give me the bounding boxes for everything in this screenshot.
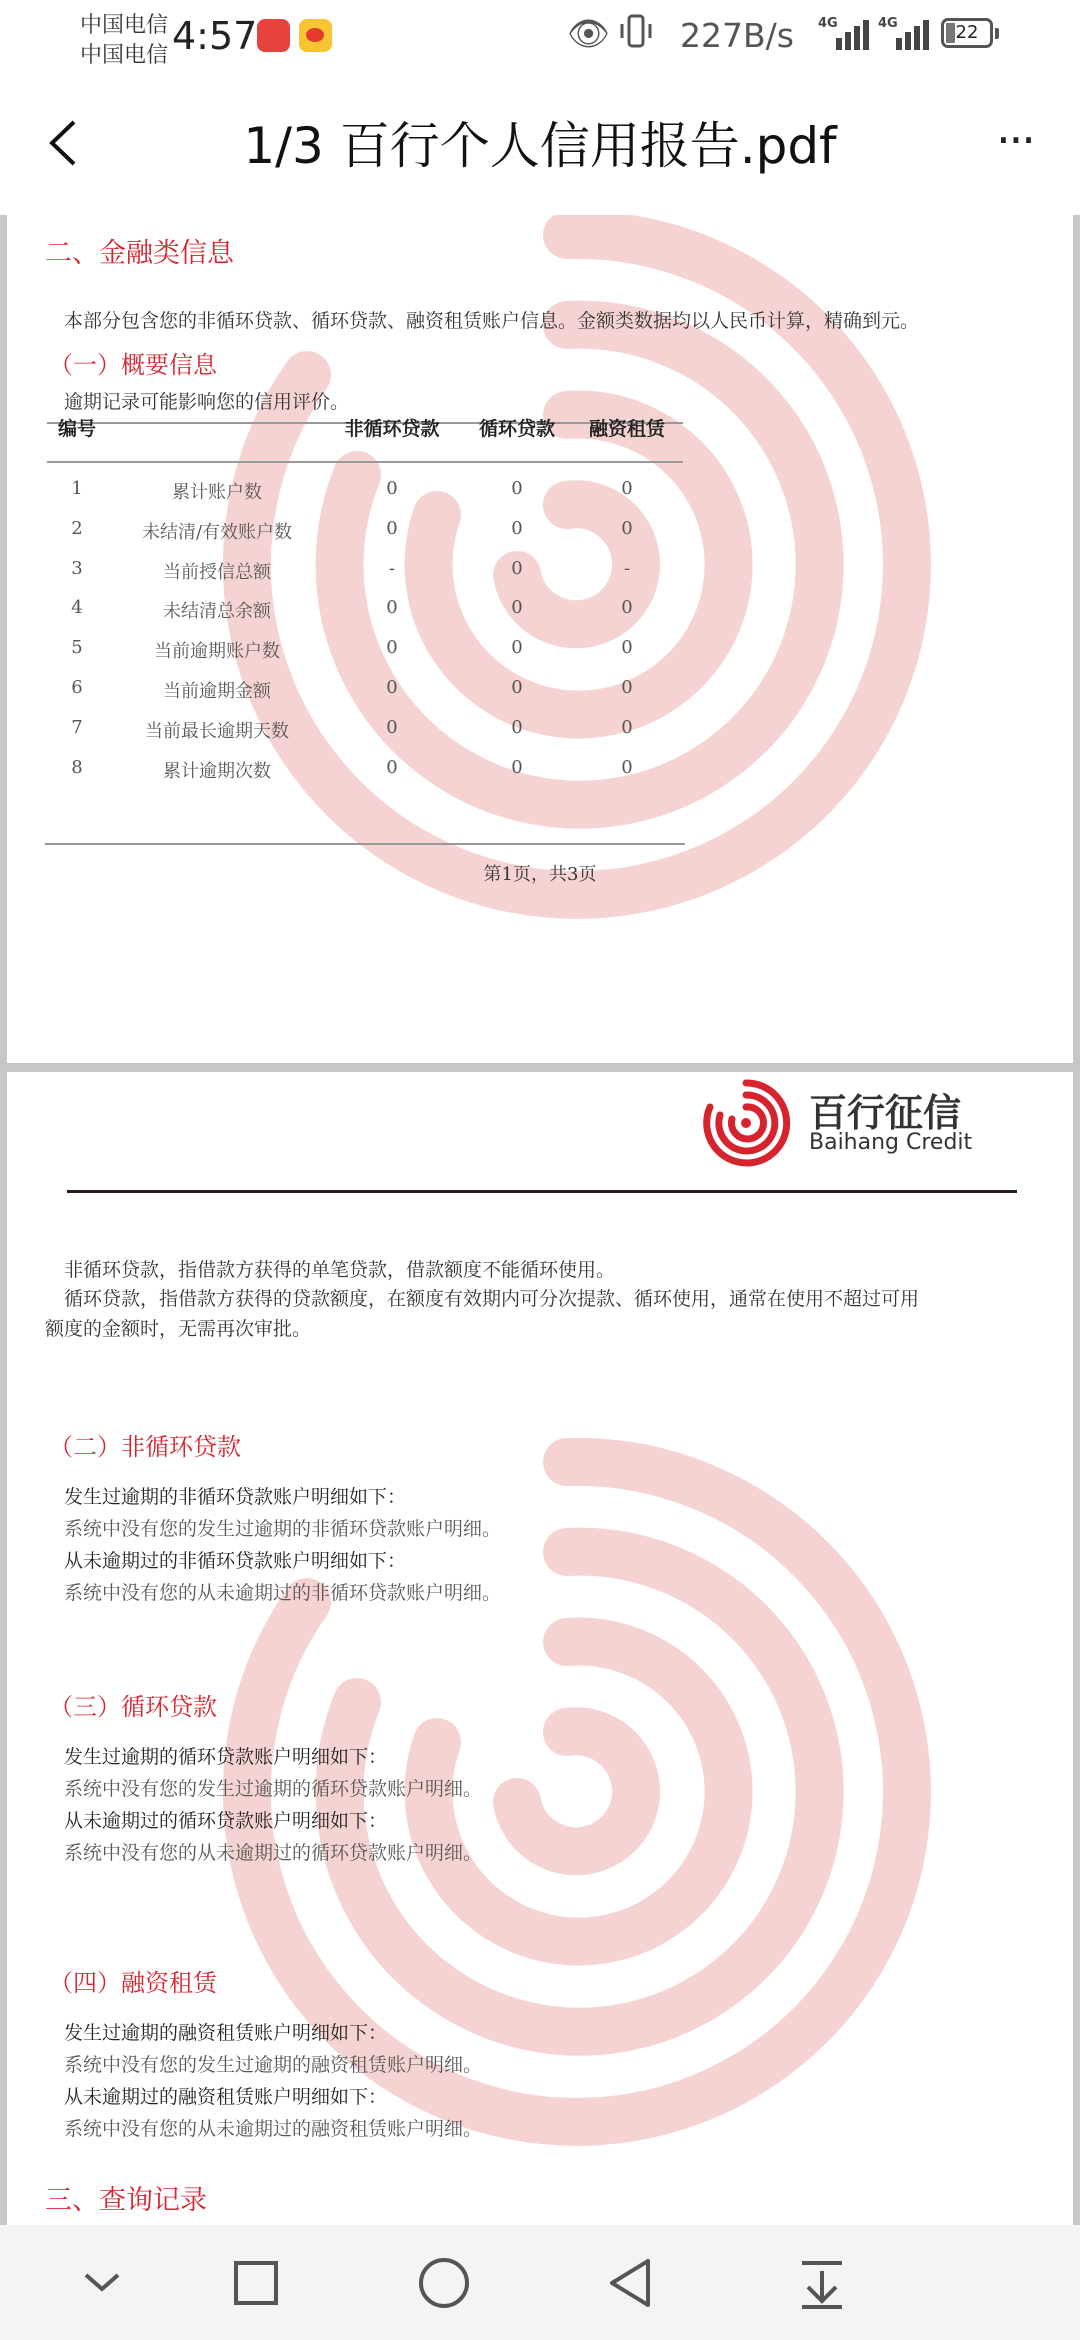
nav-notification-button[interactable] — [790, 2251, 854, 2315]
battery-level: 22 — [955, 22, 979, 43]
row-nonrevolving: 0 — [386, 756, 398, 778]
row-id: 5 — [71, 637, 83, 659]
row-leasing: 0 — [621, 637, 633, 659]
definition-revolving-line2: 额度的金额时，无需再次审批。 — [45, 1318, 312, 1340]
row-label: 未结清/有效账户数 — [141, 521, 293, 543]
nav-home-button[interactable] — [412, 2251, 476, 2315]
row-leasing: 0 — [621, 478, 633, 499]
triangle-back-icon — [600, 2251, 664, 2315]
system-navigation-bar — [0, 2225, 1080, 2340]
row-nonrevolving: 0 — [386, 478, 398, 499]
section-intro: 本部分包含您的非循环贷款、循环贷款、融资租赁账户信息。金额类数据均以人民币计算，精确到元。 — [64, 310, 920, 332]
nav-recent-apps-button[interactable] — [224, 2251, 288, 2315]
row-id: 2 — [71, 517, 83, 539]
row-leasing: 0 — [621, 597, 633, 619]
section-title-inquiries: 三、查询记录 — [45, 2185, 207, 2216]
row-id: 7 — [71, 716, 83, 738]
nav-collapse-button[interactable] — [70, 2251, 134, 2315]
detail-empty-message: 系统中没有您的从未逾期过的非循环贷款账户明细。 — [64, 1582, 502, 1604]
huawei-store-icon — [257, 19, 290, 52]
row-label: 当前逾期账户数 — [154, 641, 280, 663]
row-id: 8 — [71, 756, 83, 778]
detail-empty-message: 系统中没有您的发生过逾期的非循环贷款账户明细。 — [64, 1518, 502, 1540]
document-title-bar — [0, 70, 1080, 215]
row-nonrevolving: - — [388, 557, 396, 579]
subsection-title: （二）非循环贷款 — [49, 1433, 241, 1461]
battery-icon — [941, 18, 993, 48]
pdf-viewer[interactable] — [0, 215, 1080, 2225]
clock: 4:57 — [172, 14, 258, 58]
subsection-title: （四）融资租赁 — [49, 1969, 217, 1997]
header-rule — [67, 1190, 1017, 1193]
row-nonrevolving: 0 — [386, 677, 398, 698]
row-nonrevolving: 0 — [386, 637, 398, 659]
row-label: 当前授信总额 — [163, 561, 271, 583]
subsection-title-summary: （一）概要信息 — [49, 351, 217, 379]
row-label: 未结清总余额 — [163, 601, 271, 623]
definition-revolving-line1: 循环贷款，指借款方获得的贷款额度，在额度有效期内可分次提款、循环使用，通常在使用不超过可用 — [64, 1288, 920, 1310]
row-revolving: 0 — [511, 478, 523, 499]
detail-empty-message: 系统中没有您的发生过逾期的融资租赁账户明细。 — [64, 2054, 483, 2076]
signal-strength-1 — [818, 16, 872, 52]
page-footer: 第1页，共3页 — [483, 864, 597, 885]
row-revolving: 0 — [511, 677, 523, 698]
row-label: 当前最长逾期天数 — [145, 720, 289, 742]
more-options-button[interactable]: ··· — [996, 113, 1034, 167]
detail-heading: 发生过逾期的非循环贷款账户明细如下： — [64, 1486, 407, 1508]
row-nonrevolving: 0 — [386, 716, 398, 738]
table-header-nonrevolving: 非循环贷款 — [344, 418, 440, 440]
row-revolving: 0 — [511, 517, 523, 539]
detail-heading: 发生过逾期的融资租赁账户明细如下： — [64, 2022, 388, 2044]
detail-heading: 从未逾期过的融资租赁账户明细如下： — [64, 2086, 388, 2108]
row-revolving: 0 — [511, 597, 523, 619]
table-header-rule — [47, 461, 683, 463]
square-icon — [224, 2251, 288, 2315]
definition-nonrevolving: 非循环贷款，指借款方获得的单笔贷款，借款额度不能循环使用。 — [64, 1259, 616, 1281]
signal-strength-2 — [878, 16, 932, 52]
chevron-down-icon — [70, 2251, 134, 2315]
row-revolving: 0 — [511, 557, 523, 579]
status-bar — [0, 0, 1080, 70]
table-bottom-rule — [45, 843, 685, 845]
row-id: 6 — [71, 677, 83, 698]
vibrate-icon — [616, 12, 656, 59]
nav-back-button[interactable] — [600, 2251, 664, 2315]
pdf-page-1 — [7, 215, 1073, 1063]
table-header-id: 编号 — [57, 418, 96, 440]
row-id: 3 — [71, 557, 83, 579]
row-revolving: 0 — [511, 637, 523, 659]
row-revolving: 0 — [511, 756, 523, 778]
row-revolving: 0 — [511, 716, 523, 738]
row-leasing: 0 — [621, 677, 633, 698]
detail-heading: 从未逾期过的循环贷款账户明细如下： — [64, 1810, 388, 1832]
weibo-icon — [299, 19, 332, 52]
network-type-1: 4G — [818, 16, 838, 31]
document-title: 1/3 百行个人信用报告.pdf — [243, 117, 837, 175]
detail-empty-message: 系统中没有您的从未逾期过的循环贷款账户明细。 — [64, 1842, 483, 1864]
table-header-revolving: 循环贷款 — [478, 418, 555, 440]
baihang-logo-icon — [700, 1077, 792, 1169]
detail-heading: 发生过逾期的循环贷款账户明细如下： — [64, 1746, 388, 1768]
row-label: 累计账户数 — [172, 482, 262, 503]
section-title-financial: 二、金融类信息 — [45, 238, 234, 269]
row-id: 4 — [71, 597, 83, 619]
eye-icon: 👁 — [567, 14, 611, 54]
table-header-leasing: 融资租赁 — [588, 418, 665, 440]
row-id: 1 — [71, 478, 83, 499]
row-leasing: 0 — [621, 756, 633, 778]
pdf-page-2 — [7, 1072, 1073, 2225]
logo-chinese-name: 百行征信 — [809, 1091, 962, 1135]
detail-empty-message: 系统中没有您的发生过逾期的循环贷款账户明细。 — [64, 1778, 483, 1800]
pull-down-icon — [790, 2251, 854, 2315]
overdue-note: 逾期记录可能影响您的信用评价。 — [64, 391, 350, 413]
row-nonrevolving: 0 — [386, 517, 398, 539]
detail-heading: 从未逾期过的非循环贷款账户明细如下： — [64, 1550, 407, 1572]
network-speed: 227B/s — [680, 16, 794, 55]
subsection-title: （三）循环贷款 — [49, 1693, 217, 1721]
detail-empty-message: 系统中没有您的从未逾期过的融资租赁账户明细。 — [64, 2118, 483, 2140]
row-leasing: 0 — [621, 517, 633, 539]
logo-english-name: Baihang Credit — [809, 1130, 973, 1155]
row-leasing: - — [623, 557, 631, 579]
circle-icon — [412, 2251, 476, 2315]
row-leasing: 0 — [621, 716, 633, 738]
row-label: 累计逾期次数 — [163, 760, 271, 782]
carrier-label-1: 中国电信 — [80, 13, 169, 38]
network-type-2: 4G — [878, 16, 898, 31]
row-label: 当前逾期金额 — [163, 681, 271, 702]
row-nonrevolving: 0 — [386, 597, 398, 619]
carrier-label-2: 中国电信 — [80, 43, 169, 68]
